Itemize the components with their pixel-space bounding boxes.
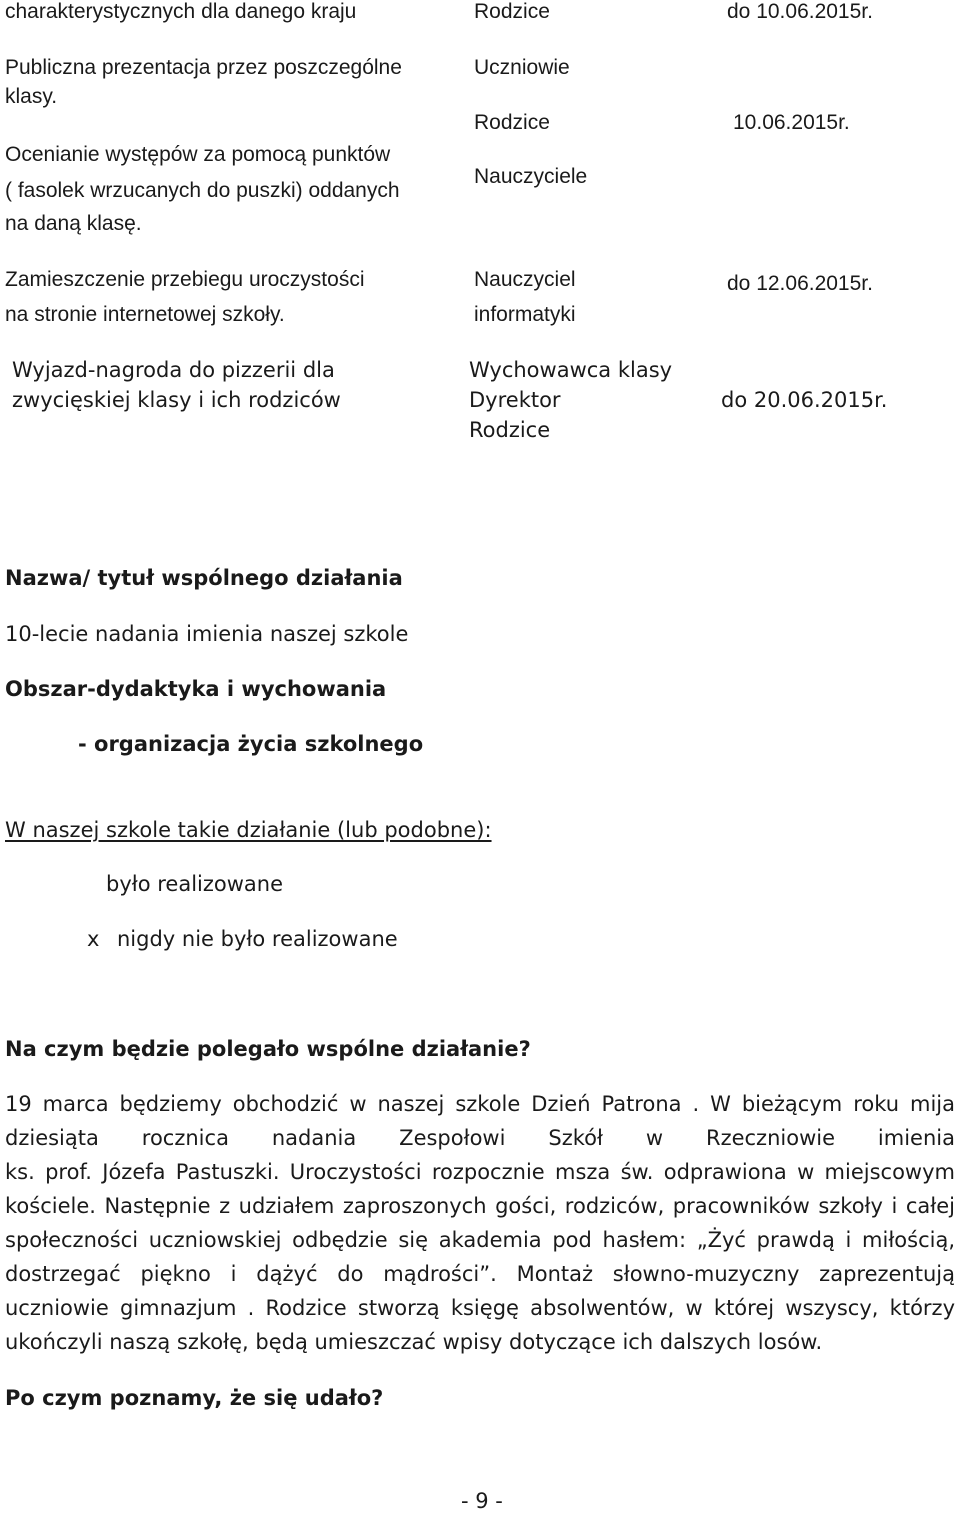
description-line: społeczności uczniowskiej odbędzie się akademia pod hasłem: „Żyć prawdą i miłością, — [5, 1228, 955, 1252]
option-mark-x: x — [87, 927, 100, 951]
row2-activity-line4: ( fasolek wrzucanych do puszki) oddanych — [5, 179, 400, 202]
description-line: dostrzegać piękno i dążyć do mądrości”. Montaż słowno-muzyczny zaprezentują — [5, 1262, 955, 1286]
history-question: W naszej szkole takie działanie (lub podobne): — [5, 818, 492, 842]
description-line: ukończyli naszą szkołę, będą umieszczać wpisy dotyczące ich dalszych losów. — [5, 1330, 823, 1354]
row4-activity-line1: Wyjazd-nagroda do pizzerii dla — [12, 358, 335, 382]
option-realized: było realizowane — [106, 872, 284, 896]
row1-who: Rodzice — [474, 0, 550, 23]
row1-when: do 10.06.2015r. — [727, 0, 873, 23]
row3-activity-line2: na stronie internetowej szkoły. — [5, 303, 285, 326]
area-heading: Obszar-dydaktyka i wychowania — [5, 677, 387, 701]
description-paragraph — [5, 1087, 955, 1359]
description-line: uczniowie gimnazjum . Rodzice stworzą księgę absolwentów, w której wszyscy, którzy — [5, 1296, 955, 1320]
row2-activity-line3: Ocenianie występów za pomocą punktów — [5, 143, 391, 166]
row4-when: do 20.06.2015r. — [721, 388, 888, 412]
what-heading: Na czym będzie polegało wspólne działanie? — [5, 1037, 531, 1061]
row4-who-3: Rodzice — [469, 418, 551, 442]
description-line: ks. prof. Józefa Pastuszki. Uroczystości rozpocznie msza św. odprawiona w miejscowym — [5, 1160, 955, 1184]
description-line: dziesiąta rocznica nadania Zespołowi Szkół w Rzeczniowie imienia — [5, 1126, 955, 1150]
row3-who-2: informatyki — [474, 303, 576, 326]
row2-who-1: Uczniowie — [474, 56, 570, 79]
row3-who-1: Nauczyciel — [474, 268, 576, 291]
name-heading: Nazwa/ tytuł wspólnego działania — [5, 566, 403, 590]
row1-activity: charakterystycznych dla danego kraju — [5, 0, 357, 23]
description-line: 19 marca będziemy obchodzić w naszej szkole Dzień Patrona . W bieżącym roku mija — [5, 1092, 955, 1116]
row4-who-1: Wychowawca klasy — [469, 358, 673, 382]
row3-when: do 12.06.2015r. — [727, 272, 873, 295]
row4-activity-line2: zwycięskiej klasy i ich rodziców — [12, 388, 341, 412]
option-never-realized: nigdy nie było realizowane — [117, 927, 398, 951]
area-subheading: - organizacja życia szkolnego — [78, 732, 424, 756]
success-heading: Po czym poznamy, że się udało? — [5, 1386, 384, 1410]
row2-when: 10.06.2015r. — [733, 111, 850, 134]
row2-activity-line1: Publiczna prezentacja przez poszczególne — [5, 56, 402, 79]
description-line: kościele. Następnie z udziałem zaproszonych gości, rodziców, pracowników szkoły i całej — [5, 1194, 955, 1218]
row2-activity-line5: na daną klasę. — [5, 212, 142, 235]
row3-activity-line1: Zamieszczenie przebiegu uroczystości — [5, 268, 365, 291]
name-value: 10-lecie nadania imienia naszej szkole — [5, 622, 409, 646]
row2-activity-line2: klasy. — [5, 85, 58, 108]
row2-who-3: Nauczyciele — [474, 165, 588, 188]
row2-who-2: Rodzice — [474, 111, 550, 134]
row4-who-2: Dyrektor — [469, 388, 561, 412]
page-number: - 9 - — [461, 1489, 503, 1513]
